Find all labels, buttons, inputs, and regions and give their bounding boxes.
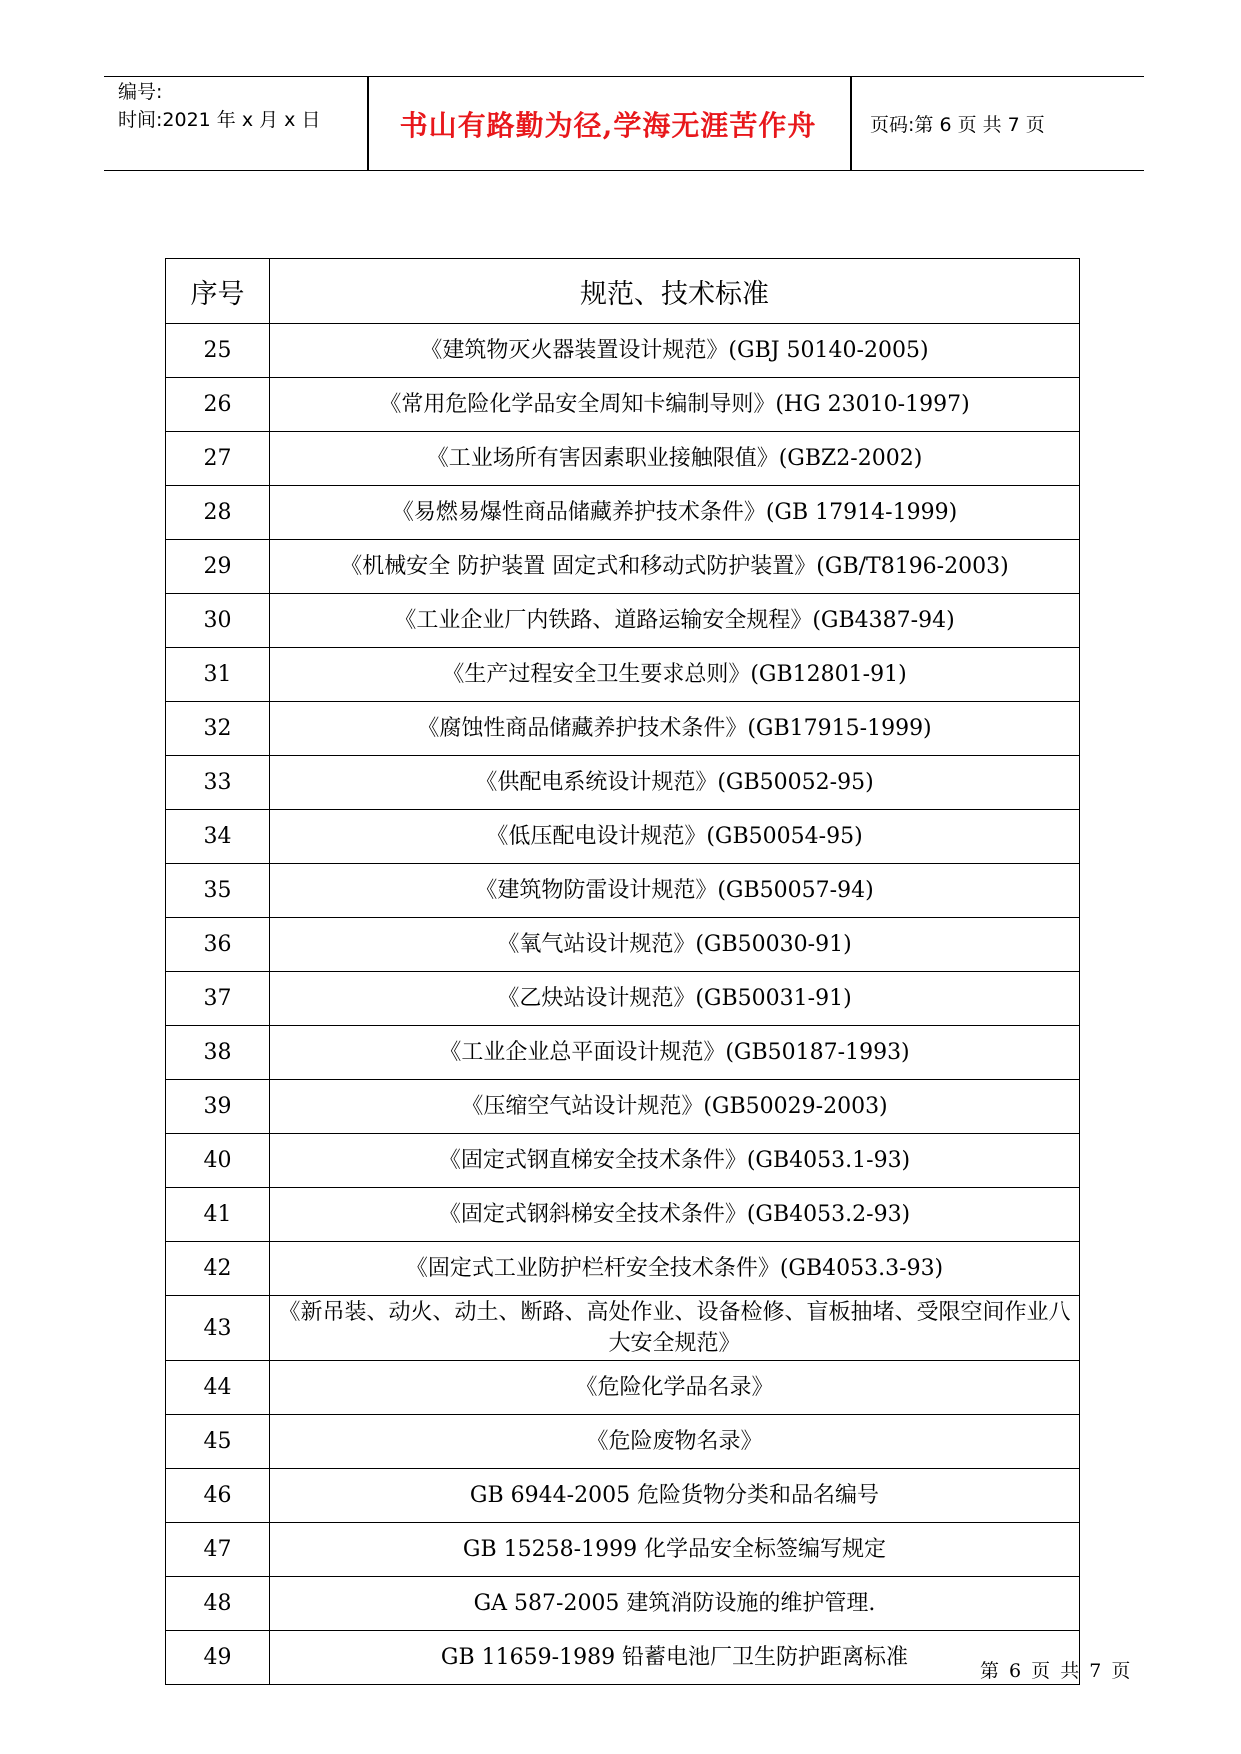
table-row bbox=[166, 1188, 1080, 1242]
table-row bbox=[166, 702, 1080, 756]
table-header-row bbox=[166, 259, 1080, 324]
row-standard-name: 《危险化学品名录》 bbox=[270, 1361, 1080, 1415]
row-number: 31 bbox=[166, 648, 270, 702]
table-row bbox=[166, 1026, 1080, 1080]
table-row bbox=[166, 1296, 1080, 1361]
table-row bbox=[166, 324, 1080, 378]
table-row bbox=[166, 918, 1080, 972]
row-standard-name: GB 15258-1999 化学品安全标签编写规定 bbox=[270, 1523, 1080, 1577]
row-standard-name: 《供配电系统设计规范》(GB50052-95) bbox=[270, 756, 1080, 810]
table-row bbox=[166, 756, 1080, 810]
row-standard-name: 《工业企业厂内铁路、道路运输安全规程》(GB4387-94) bbox=[270, 594, 1080, 648]
number-label: 编号: bbox=[118, 81, 163, 103]
row-number: 41 bbox=[166, 1188, 270, 1242]
row-number: 39 bbox=[166, 1080, 270, 1134]
row-standard-name: 《压缩空气站设计规范》(GB50029-2003) bbox=[270, 1080, 1080, 1134]
row-standard-name: 《固定式钢斜梯安全技术条件》(GB4053.2-93) bbox=[270, 1188, 1080, 1242]
row-standard-name: 《常用危险化学品安全周知卡编制导则》(HG 23010-1997) bbox=[270, 378, 1080, 432]
row-standard-name: GB 11659-1989 铅蓄电池厂卫生防护距离标准 bbox=[270, 1631, 1080, 1685]
row-standard-name: 《腐蚀性商品储藏养护技术条件》(GB17915-1999) bbox=[270, 702, 1080, 756]
header-page-label: 页码:第 6 页 共 7 页 bbox=[870, 114, 1045, 136]
row-number: 30 bbox=[166, 594, 270, 648]
table-row bbox=[166, 1242, 1080, 1296]
row-number: 33 bbox=[166, 756, 270, 810]
row-number: 43 bbox=[166, 1296, 270, 1361]
row-standard-name: 《机械安全 防护装置 固定式和移动式防护装置》(GB/T8196-2003) bbox=[270, 540, 1080, 594]
table-row bbox=[166, 972, 1080, 1026]
table-row bbox=[166, 1080, 1080, 1134]
row-number: 36 bbox=[166, 918, 270, 972]
row-standard-name: 《乙炔站设计规范》(GB50031-91) bbox=[270, 972, 1080, 1026]
table-row bbox=[166, 594, 1080, 648]
row-standard-name: 《易燃易爆性商品储藏养护技术条件》(GB 17914-1999) bbox=[270, 486, 1080, 540]
header-motto: 书山有路勤为径,学海无涯苦作舟 bbox=[399, 108, 817, 142]
row-number: 26 bbox=[166, 378, 270, 432]
row-standard-name: 《建筑物灭火器装置设计规范》(GBJ 50140-2005) bbox=[270, 324, 1080, 378]
table-row bbox=[166, 486, 1080, 540]
table-row bbox=[166, 648, 1080, 702]
table-row bbox=[166, 432, 1080, 486]
table-row bbox=[166, 810, 1080, 864]
row-standard-name: 《固定式钢直梯安全技术条件》(GB4053.1-93) bbox=[270, 1134, 1080, 1188]
row-standard-name: 《生产过程安全卫生要求总则》(GB12801-91) bbox=[270, 648, 1080, 702]
row-number: 48 bbox=[166, 1577, 270, 1631]
table-body bbox=[166, 324, 1080, 1685]
column-header-number: 序号 bbox=[166, 259, 270, 324]
row-standard-name: GB 6944-2005 危险货物分类和品名编号 bbox=[270, 1469, 1080, 1523]
row-number: 32 bbox=[166, 702, 270, 756]
row-number: 42 bbox=[166, 1242, 270, 1296]
table-row bbox=[166, 1469, 1080, 1523]
row-standard-name: GA 587-2005 建筑消防设施的维护管理. bbox=[270, 1577, 1080, 1631]
row-number: 38 bbox=[166, 1026, 270, 1080]
table-row bbox=[166, 1577, 1080, 1631]
row-number: 46 bbox=[166, 1469, 270, 1523]
row-standard-name: 《低压配电设计规范》(GB50054-95) bbox=[270, 810, 1080, 864]
row-number: 25 bbox=[166, 324, 270, 378]
row-number: 29 bbox=[166, 540, 270, 594]
row-number: 27 bbox=[166, 432, 270, 486]
page-footer: 第 6 页 共 7 页 bbox=[980, 1660, 1133, 1682]
row-standard-name: 《危险废物名录》 bbox=[270, 1415, 1080, 1469]
row-standard-name: 《固定式工业防护栏杆安全技术条件》(GB4053.3-93) bbox=[270, 1242, 1080, 1296]
row-number: 40 bbox=[166, 1134, 270, 1188]
row-standard-name: 《建筑物防雷设计规范》(GB50057-94) bbox=[270, 864, 1080, 918]
row-number: 47 bbox=[166, 1523, 270, 1577]
table-row bbox=[166, 1134, 1080, 1188]
row-number: 44 bbox=[166, 1361, 270, 1415]
row-standard-name: 《工业企业总平面设计规范》(GB50187-1993) bbox=[270, 1026, 1080, 1080]
header-meta bbox=[118, 77, 368, 170]
page-header bbox=[104, 76, 1144, 171]
table-row bbox=[166, 1415, 1080, 1469]
row-standard-name: 《氧气站设计规范》(GB50030-91) bbox=[270, 918, 1080, 972]
table-row bbox=[166, 378, 1080, 432]
row-number: 49 bbox=[166, 1631, 270, 1685]
table-row bbox=[166, 864, 1080, 918]
column-header-standard: 规范、技术标准 bbox=[270, 259, 1080, 324]
row-standard-name: 《工业场所有害因素职业接触限值》(GBZ2-2002) bbox=[270, 432, 1080, 486]
table-row bbox=[166, 1361, 1080, 1415]
row-number: 34 bbox=[166, 810, 270, 864]
time-label: 时间:2021 年 x 月 x 日 bbox=[118, 109, 321, 131]
row-standard-name: 《新吊装、动火、动土、断路、高处作业、设备检修、盲板抽堵、受限空间作业八大安全规范》 bbox=[270, 1296, 1080, 1361]
table-row bbox=[166, 540, 1080, 594]
header-divider-right bbox=[850, 77, 852, 170]
row-number: 28 bbox=[166, 486, 270, 540]
row-number: 45 bbox=[166, 1415, 270, 1469]
row-number: 35 bbox=[166, 864, 270, 918]
row-number: 37 bbox=[166, 972, 270, 1026]
standards-table bbox=[165, 258, 1080, 1685]
table-row bbox=[166, 1631, 1080, 1685]
table-row bbox=[166, 1523, 1080, 1577]
